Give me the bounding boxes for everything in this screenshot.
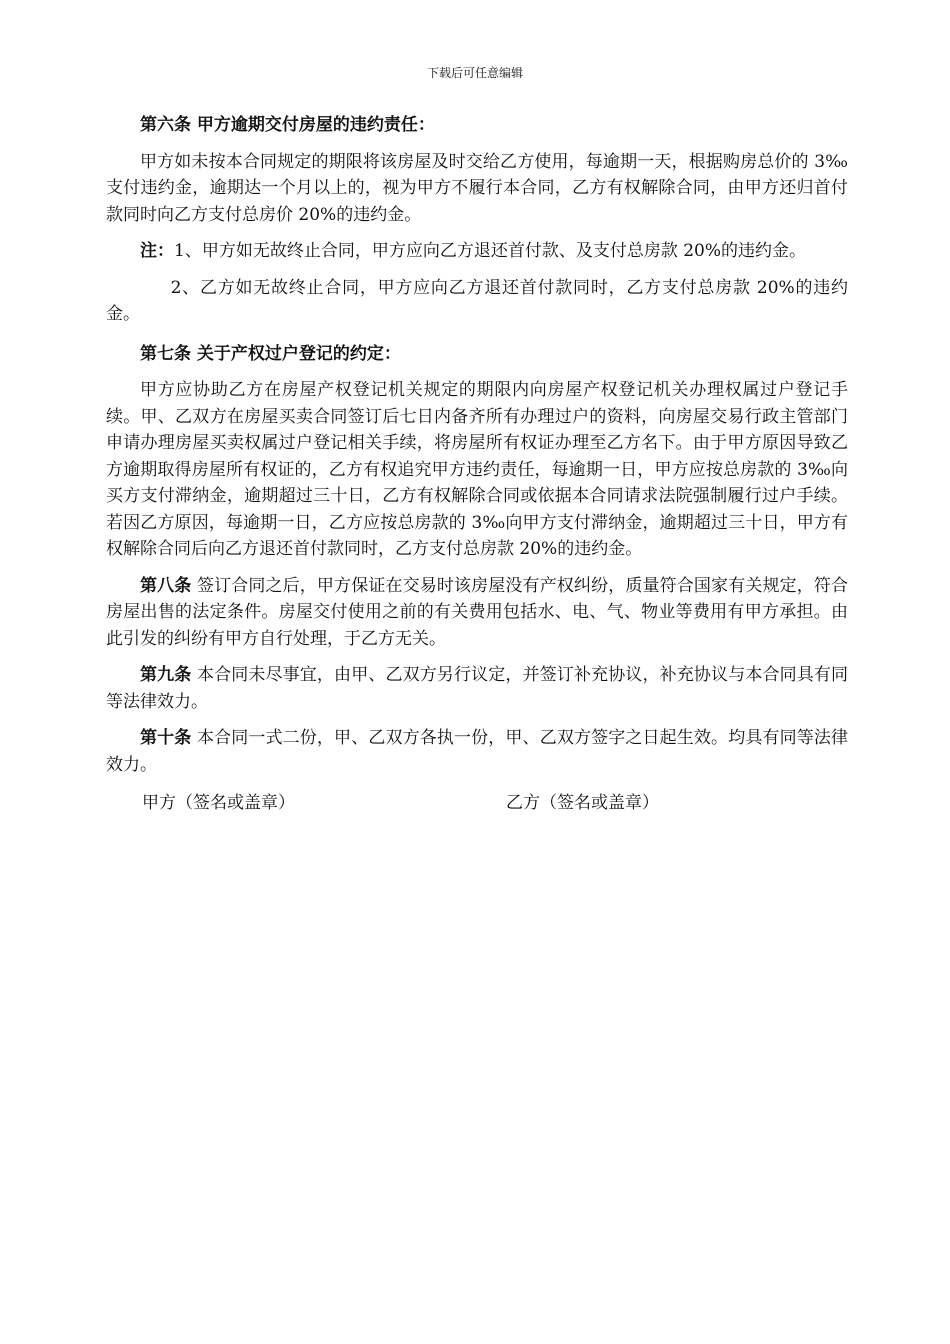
note1-text: 1、甲方如无故终止合同，甲方应向乙方退还首付款、及支付总房款 20%的违约金。	[174, 241, 807, 261]
contract-body	[106, 112, 848, 817]
article7-text: 甲方应协助乙方在房屋产权登记机关规定的期限内向房屋产权登记机关办理权属过户登记手续。甲、乙双方在房屋买卖合同签订后七日内备齐所有办理过户的资料，向房屋交易行政主管部门申请办理房屋买卖权属过户登记相关手续，将房屋所有权证办理至乙方名下。由于甲方原因导致乙方逾期取得房屋所有权证的，乙方有权追究甲方违约责任，每逾期一日，甲方应按总房款的 3‰向买方支付滞纳金，逾期超过三十日，乙方有权解除合同或依据本合同请求法院强制履行过户手续。若因乙方原因，每逾期一日，乙方应按总房款的 3‰向甲方支付滞纳金，逾期超过三十日，甲方有权解除合同后向乙方退还首付款同时，乙方支付总房款 20%的违约金。	[106, 380, 848, 559]
article6-note1	[106, 238, 848, 265]
article9-label: 第九条	[140, 665, 192, 685]
article10-text: 本合同一式二份，甲、乙双方各执一份，甲、乙双方签字之日起生效。均具有同等法律效力。	[106, 728, 849, 775]
party-a-signature: 甲方（签名或盖章）	[142, 793, 295, 813]
article8-label: 第八条	[140, 575, 192, 596]
party-b-signature: 乙方（签名或盖章）	[506, 793, 659, 813]
page-header: 下载后可任意编辑	[426, 66, 523, 80]
article9-text: 本合同未尽事宜，由甲、乙双方另行议定，并签订补充协议，补充协议与本合同具有同等法律效力。	[106, 665, 849, 712]
article10	[106, 725, 848, 778]
article8	[106, 573, 848, 653]
signature-row	[106, 790, 848, 817]
article8-text: 签订合同之后，甲方保证在交易时该房屋没有产权纠纷，质量符合国家有关规定，符合房屋出售的法定条件。房屋交付使用之前的有关费用包括水、电、气、物业等费用有甲方承担。由此引发的纠纷有甲方自行处理，于乙方无关。	[106, 575, 849, 649]
article6-text: 甲方如未按本合同规定的期限将该房屋及时交给乙方使用，每逾期一天，根据购房总价的 3‰支付违约金，逾期达一个月以上的，视为甲方不履行本合同，乙方有权解除合同，由甲方还归首付款同时向乙方支付总房价 20%的违约金。	[106, 151, 848, 225]
note-label: 注：	[140, 241, 174, 261]
article9	[106, 662, 848, 715]
article10-label: 第十条	[140, 728, 192, 748]
article6-title: 第六条 甲方逾期交付房屋的违约责任：	[140, 115, 435, 135]
article6-note2: 2、乙方如无故终止合同，甲方应向乙方退还首付款同时，乙方支付总房款 20%的违约金。	[106, 277, 848, 324]
article7-title: 第七条 关于产权过户登记的约定：	[140, 343, 401, 364]
